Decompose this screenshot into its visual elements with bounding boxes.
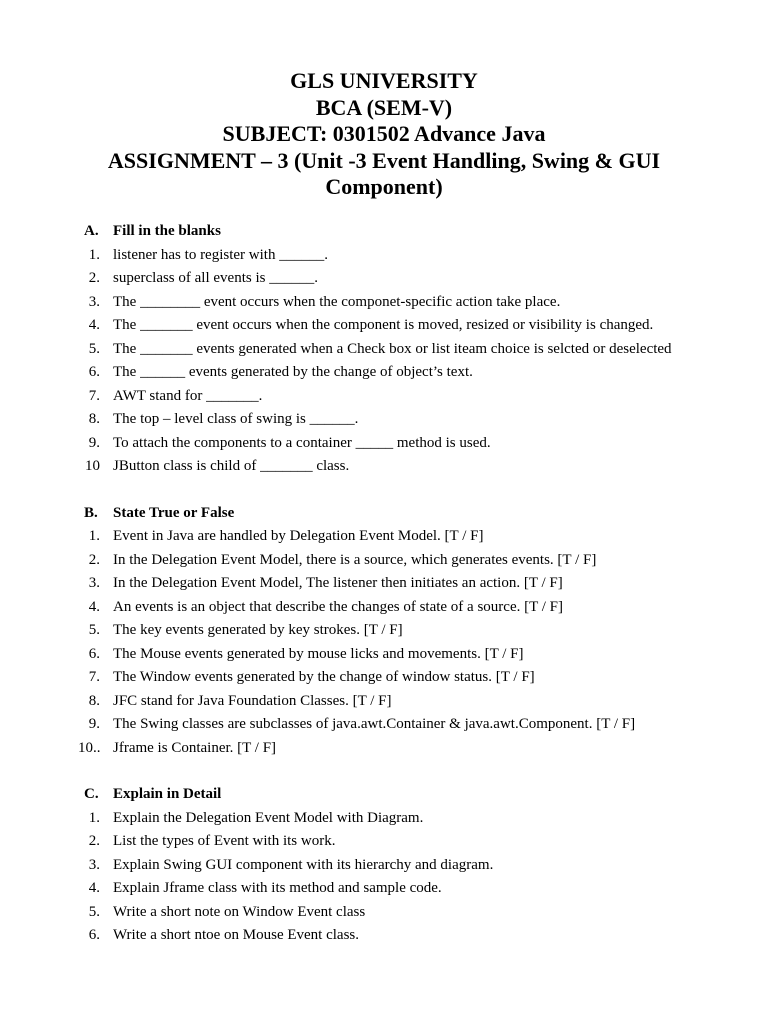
course-name: BCA (SEM-V)	[315, 94, 453, 120]
item-text: To attach the components to a container _____ method is used.	[113, 434, 491, 451]
item-number: 1.	[88, 246, 100, 263]
item-text: Explain Jframe class with its method and sample code.	[113, 880, 442, 896]
item-text: The _______ events generated when a Check box or list iteam choice is selcted or deselected	[113, 340, 672, 357]
item-number: 9.	[88, 434, 100, 451]
section-letter: B.	[84, 505, 98, 521]
item-text: In the Delegation Event Model, there is a source, which generates events. [T / F]	[113, 551, 597, 568]
assignment-title-continued: Component)	[325, 174, 443, 199]
item-text: The Mouse events generated by mouse licks and movements. [T / F]	[113, 645, 524, 662]
item-text: The top – level class of swing is ______.	[113, 411, 359, 427]
item-text: JFC stand for Java Foundation Classes. [T / F]	[113, 692, 392, 709]
item-number: 2.	[88, 551, 100, 568]
assignment-title: ASSIGNMENT – 3 (Unit -3 Event Handling, Swing & GUI	[107, 147, 661, 173]
item-text: Write a short ntoe on Mouse Event class.	[113, 927, 360, 943]
item-number: 2.	[88, 833, 100, 849]
item-text: An events is an object that describe the changes of state of a source. [T / F]	[113, 598, 563, 615]
item-number: 3.	[88, 575, 100, 591]
item-text: JButton class is child of _______ class.	[113, 458, 350, 474]
item-text: Explain the Delegation Event Model with Diagram.	[113, 809, 424, 826]
item-number: 3.	[88, 856, 100, 873]
item-number: 2.	[88, 270, 100, 286]
item-number: 7.	[88, 387, 100, 404]
section-letter: A.	[84, 223, 99, 239]
item-number: 8.	[88, 692, 100, 709]
section-letter: C.	[84, 786, 99, 802]
item-text: Event in Java are handled by Delegation Event Model. [T / F]	[113, 528, 484, 544]
item-number: 3.	[88, 293, 100, 310]
item-number: 5.	[88, 340, 100, 357]
item-text: The ________ event occurs when the componet-specific action take place.	[113, 293, 561, 310]
section-a-heading	[84, 220, 221, 244]
item-number: 10..	[78, 739, 101, 756]
item-number: 5.	[88, 903, 100, 920]
item-text: AWT stand for _______.	[113, 387, 263, 404]
item-text: Write a short note on Window Event class	[113, 903, 366, 920]
item-text: Explain Swing GUI component with its hierarchy and diagram.	[113, 856, 494, 873]
section-c-heading	[84, 783, 221, 807]
item-text: In the Delegation Event Model, The listener then initiates an action. [T / F]	[113, 575, 563, 591]
item-text: superclass of all events is ______.	[113, 270, 318, 286]
item-number: 10	[85, 458, 100, 474]
item-number: 5.	[88, 622, 100, 638]
item-text: List the types of Event with its work.	[113, 833, 336, 849]
university-name: GLS UNIVERSITY	[290, 68, 478, 93]
subject-title: SUBJECT: 0301502 Advance Java	[222, 121, 546, 146]
item-text: The ______ events generated by the change of object’s text.	[113, 364, 473, 380]
item-number: 4.	[88, 880, 100, 896]
item-text: The Swing classes are subclasses of java.awt.Container & java.awt.Component. [T / F]	[113, 716, 636, 732]
item-number: 6.	[88, 645, 100, 662]
item-number: 4.	[88, 598, 100, 615]
item-number: 6.	[88, 364, 100, 380]
item-number: 6.	[88, 927, 100, 943]
item-text: Jframe is Container. [T / F]	[113, 739, 277, 756]
item-number: 7.	[88, 669, 100, 685]
item-number: 8.	[88, 411, 100, 427]
item-number: 4.	[88, 317, 100, 333]
item-text: listener has to register with ______.	[113, 246, 328, 263]
item-number: 9.	[88, 716, 100, 732]
item-number: 1.	[88, 809, 100, 826]
section-title: Explain in Detail	[113, 786, 222, 802]
item-text: The _______ event occurs when the component is moved, resized or visibility is changed.	[113, 317, 654, 333]
document-header	[60, 68, 708, 201]
item-number: 1.	[88, 528, 100, 544]
item-text: The key events generated by key strokes. [T / F]	[113, 622, 403, 638]
section-title: State True or False	[113, 505, 235, 521]
section-title: Fill in the blanks	[113, 223, 221, 239]
section-b-heading	[84, 502, 234, 526]
item-text: The Window events generated by the change of window status. [T / F]	[113, 669, 535, 685]
